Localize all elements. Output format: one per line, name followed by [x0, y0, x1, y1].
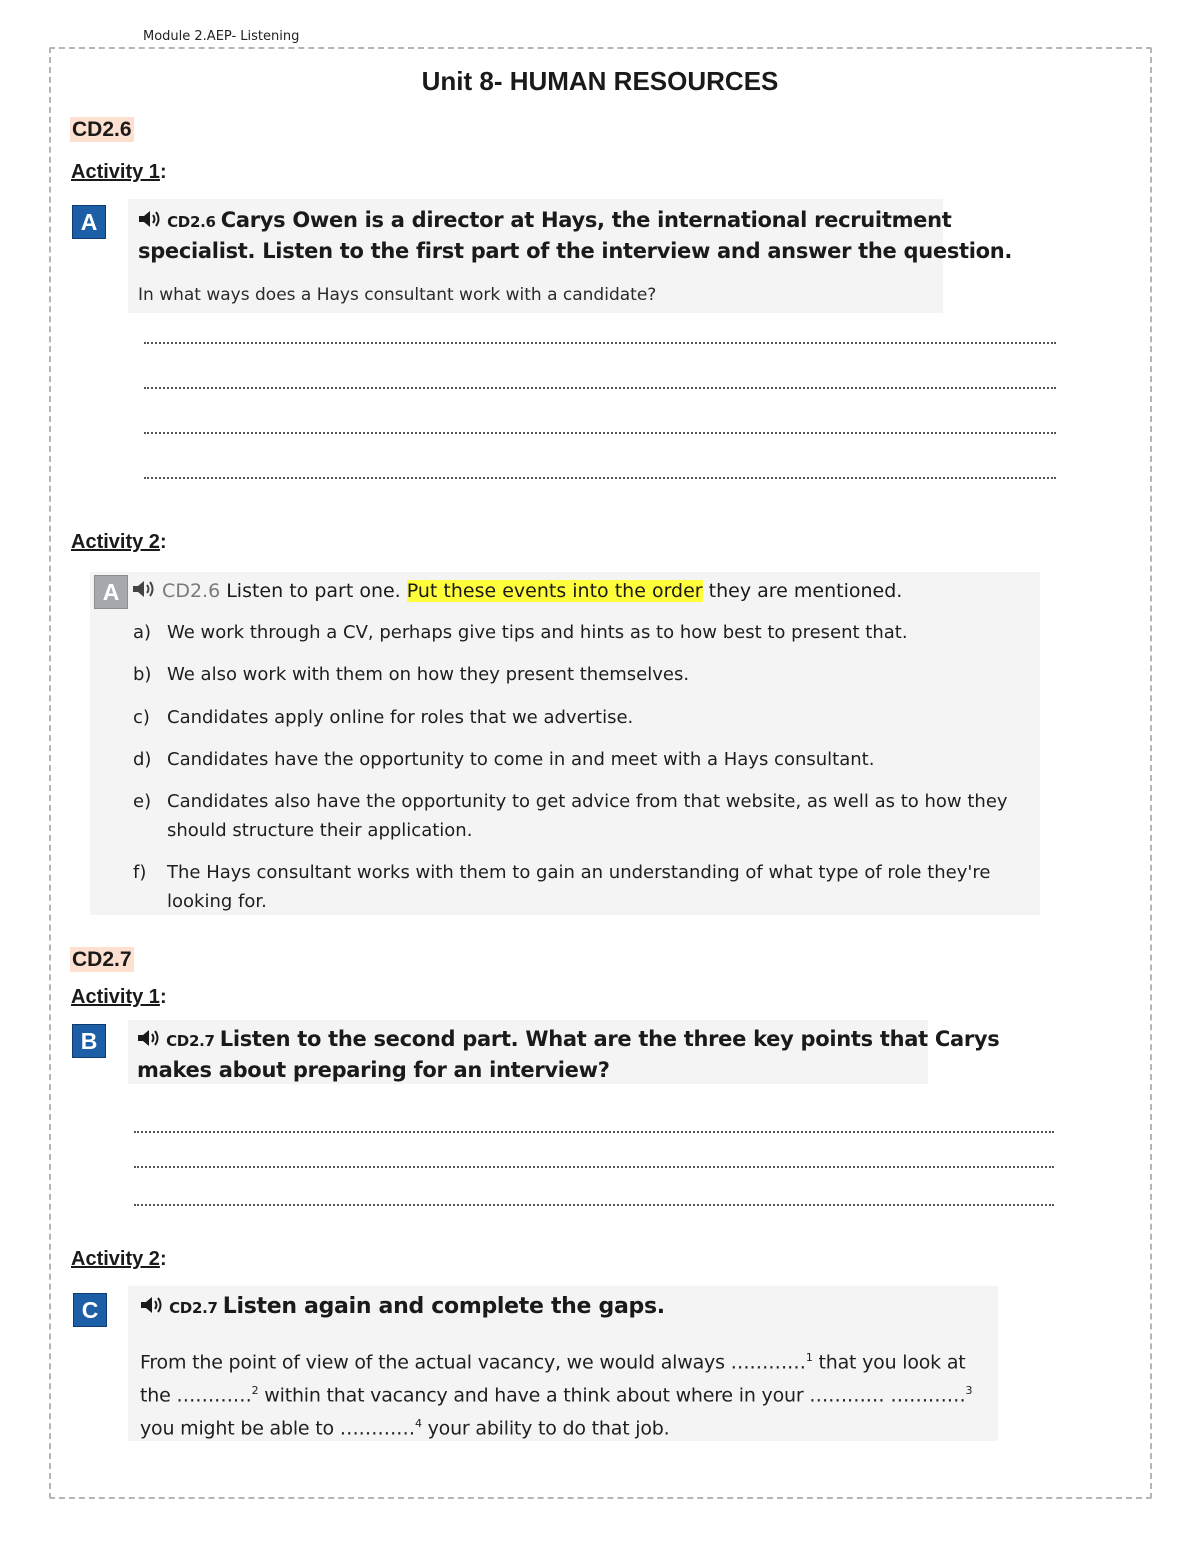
section-label-cd26: CD2.6 — [72, 118, 132, 141]
gap-paragraph-line-1: From the point of view of the actual vacancy, we would always …………$^1$ that you look at — [140, 1351, 966, 1374]
instruction-line-2: specialist. Listen to the first part of the interview and answer the question. — [138, 239, 1013, 263]
answer-line[interactable] — [144, 477, 1056, 479]
speaker-icon — [132, 578, 156, 600]
answer-line[interactable] — [134, 1131, 1054, 1133]
badge-b: B — [72, 1024, 106, 1058]
answer-line[interactable] — [134, 1204, 1054, 1206]
gap-paragraph-line-3: you might be able to …………$^4$ your ability to do that job. — [140, 1417, 670, 1440]
question-text: In what ways does a Hays consultant work with a candidate? — [138, 285, 657, 305]
instruction-line-1: CD2.6 Carys Owen is a director at Hays, the international recruitment — [138, 205, 951, 237]
instruction-line-2: makes about preparing for an interview? — [137, 1058, 610, 1082]
answer-line[interactable] — [144, 432, 1056, 434]
page-header: Module 2.AEP- Listening — [143, 29, 300, 44]
ordering-instruction: CD2.6 Listen to part one. Put these events into the order they are mentioned. — [132, 578, 902, 602]
gap-number: 3 — [965, 1384, 973, 1397]
answer-line[interactable] — [144, 387, 1056, 389]
gap-number: 1 — [805, 1351, 813, 1364]
activity-1-heading: Activity 1: — [71, 986, 167, 1008]
gap-number: 2 — [251, 1384, 259, 1397]
gap-instruction: CD2.7 Listen again and complete the gaps. — [140, 1292, 665, 1323]
speaker-icon — [137, 1027, 161, 1049]
highlighted-text: Put these events into the order — [406, 580, 703, 602]
activity-2-heading: Activity 2: — [71, 531, 167, 553]
badge-c: C — [73, 1293, 107, 1327]
answer-line[interactable] — [134, 1166, 1054, 1168]
activity-1-heading: Activity 1: — [71, 161, 167, 183]
unit-title: Unit 8- HUMAN RESOURCES — [421, 66, 779, 96]
gap-paragraph-line-2: the …………$^2$ within that vacancy and have a think about where in your ………… …………$^3$ — [140, 1384, 973, 1407]
instruction-line-1: CD2.7 Listen to the second part. What are the three key points that Carys — [137, 1024, 1000, 1056]
speaker-icon — [140, 1294, 164, 1316]
activity-2-heading: Activity 2: — [71, 1248, 167, 1270]
speaker-icon — [138, 208, 162, 230]
answer-line[interactable] — [144, 342, 1056, 344]
badge-a-grey: A — [94, 575, 128, 609]
gap-number: 4 — [414, 1417, 422, 1430]
section-label-cd27: CD2.7 — [72, 948, 132, 971]
badge-a: A — [72, 205, 106, 239]
